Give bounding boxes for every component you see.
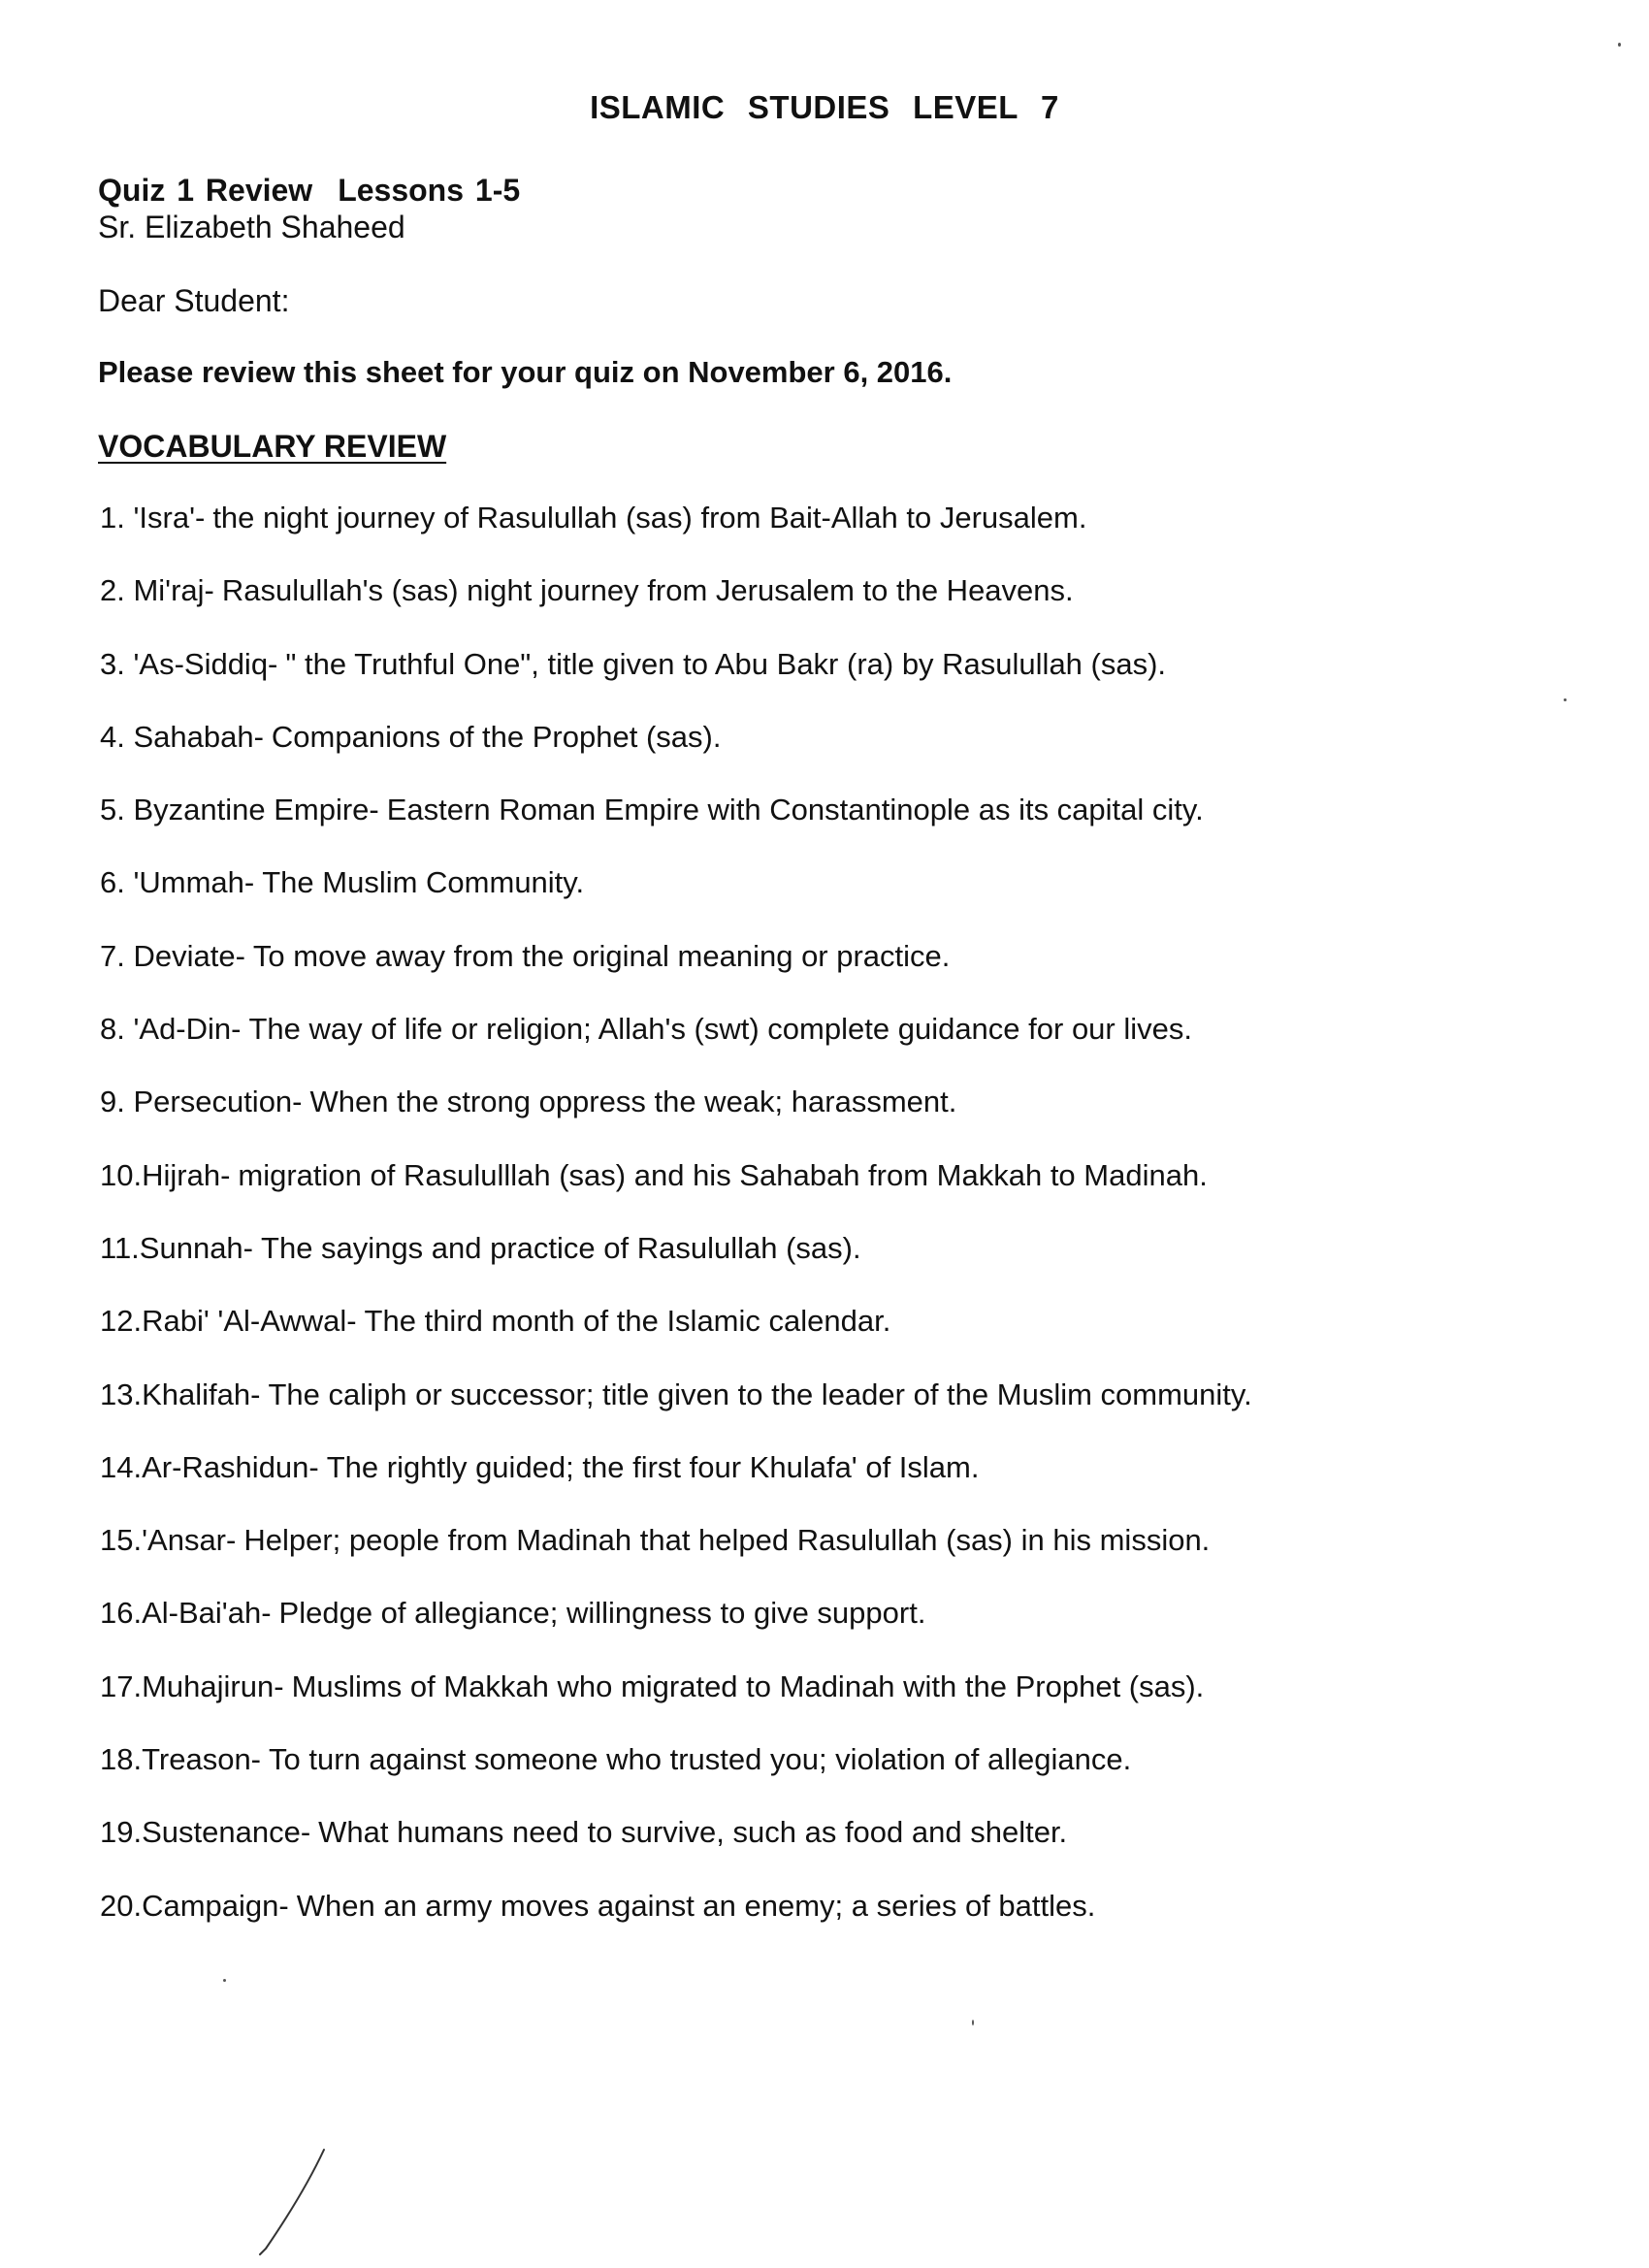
vocabulary-term: Hijrah- (142, 1157, 231, 1192)
greeting: Dear Student: (98, 283, 290, 318)
vocabulary-definition: Muslims of Makkah who migrated to Madinah with the Prophet (sas). (291, 1669, 1205, 1703)
item-number: 4. (100, 719, 134, 754)
vocabulary-item (100, 1450, 1252, 1523)
vocabulary-term: Mi'raj- (133, 573, 214, 608)
vocabulary-item (100, 720, 1252, 793)
vocabulary-definition: The caliph or successor; title given to the leader of the Muslim community. (268, 1377, 1252, 1411)
item-number: 8. (100, 1012, 134, 1047)
item-number: 12. (100, 1304, 143, 1339)
vocabulary-definition: " the Truthful One", title given to Abu Bakr (ra) by Rasulullah (sas). (285, 646, 1167, 681)
vocabulary-item (100, 1669, 1252, 1742)
vocabulary-term: Sunnah- (139, 1230, 254, 1265)
scan-speck (1564, 698, 1567, 701)
vocabulary-definition: Pledge of allegiance; willingness to give support. (278, 1596, 926, 1631)
item-number: 7. (100, 938, 134, 973)
vocabulary-item (100, 1815, 1252, 1888)
item-number: 19. (100, 1815, 143, 1850)
item-number: 13. (100, 1377, 143, 1411)
item-number: 6. (100, 865, 134, 900)
vocabulary-term: Sustenance- (142, 1815, 311, 1850)
vocabulary-item (100, 647, 1252, 720)
vocabulary-item (100, 1304, 1252, 1377)
item-number: 18. (100, 1742, 143, 1777)
vocabulary-definition: Eastern Roman Empire with Constantinople as its capital city. (386, 793, 1204, 827)
vocabulary-definition: migration of Rasululllah (sas) and his Sahabah from Makkah to Madinah. (238, 1157, 1208, 1192)
vocabulary-item (100, 1523, 1252, 1596)
item-number: 10. (100, 1157, 143, 1192)
vocabulary-item (100, 1377, 1252, 1450)
vocabulary-definition: The way of life or religion; Allah's (swt) complete guidance for our lives. (248, 1012, 1192, 1047)
pen-stroke-mark (254, 2142, 332, 2258)
vocabulary-term: Ar-Rashidun- (142, 1449, 319, 1484)
vocabulary-item (100, 1158, 1252, 1231)
vocabulary-term: Rabi' 'Al-Awwal- (142, 1304, 357, 1339)
vocabulary-term: Sahabah- (133, 719, 264, 754)
vocabulary-definition: the night journey of Rasulullah (sas) from Bait-Allah to Jerusalem. (212, 501, 1087, 535)
vocabulary-definition: The rightly guided; the first four Khulafa' of Islam. (326, 1449, 980, 1484)
vocabulary-definition: The Muslim Community. (262, 865, 585, 900)
vocabulary-item (100, 1231, 1252, 1304)
item-number: 16. (100, 1596, 143, 1631)
item-number: 15. (100, 1523, 143, 1558)
vocabulary-term: Al-Bai'ah- (142, 1596, 272, 1631)
lessons-label: Lessons 1-5 (338, 173, 521, 208)
item-number: 14. (100, 1449, 143, 1484)
vocabulary-term: Persecution- (133, 1085, 303, 1119)
item-number: 20. (100, 1888, 143, 1923)
item-number: 17. (100, 1669, 143, 1703)
instruction-text: Please review this sheet for your quiz on November 6, 2016. (98, 355, 953, 389)
vocabulary-term: Khalifah- (142, 1377, 261, 1411)
vocabulary-definition: The sayings and practice of Rasulullah (sas). (261, 1230, 861, 1265)
vocabulary-definition: The third month of the Islamic calendar. (364, 1304, 891, 1339)
vocabulary-term: Campaign- (142, 1888, 289, 1923)
scan-speck (972, 2020, 974, 2025)
vocabulary-term: 'Isra'- (133, 501, 206, 535)
vocabulary-definition: Helper; people from Madinah that helped Rasulullah (sas) in his mission. (243, 1523, 1211, 1558)
scan-speck (1618, 43, 1621, 47)
vocabulary-list (100, 501, 1252, 1961)
vocabulary-item (100, 573, 1252, 646)
vocabulary-term: 'As-Siddiq- (133, 646, 278, 681)
vocabulary-item (100, 865, 1252, 938)
item-number: 11. (100, 1230, 140, 1265)
vocabulary-definition: To turn against someone who trusted you; violation of allegiance. (269, 1742, 1132, 1777)
vocabulary-item (100, 1012, 1252, 1085)
vocabulary-definition: Rasulullah's (sas) night journey from Jerusalem to the Heavens. (221, 573, 1074, 608)
vocabulary-term: Deviate- (133, 938, 245, 973)
page-title: ISLAMIC STUDIES LEVEL 7 (590, 89, 1059, 125)
vocabulary-item (100, 1596, 1252, 1669)
vocabulary-term: Treason- (142, 1742, 262, 1777)
scan-speck (223, 1979, 226, 1982)
vocabulary-item (100, 501, 1252, 573)
vocabulary-term: 'Ummah- (133, 865, 255, 900)
vocabulary-term: 'Ansar- (142, 1523, 237, 1558)
vocabulary-definition: To move away from the original meaning or practice. (252, 938, 951, 973)
item-number: 2. (100, 573, 134, 608)
item-number: 1. (100, 501, 134, 535)
section-heading: VOCABULARY REVIEW (98, 429, 447, 464)
vocabulary-term: 'Ad-Din- (133, 1012, 242, 1047)
vocabulary-definition: Companions of the Prophet (sas). (271, 719, 722, 754)
vocabulary-term: Byzantine Empire- (133, 793, 379, 827)
item-number: 3. (100, 646, 134, 681)
quiz-heading (98, 173, 520, 209)
vocabulary-definition: When the strong oppress the weak; harassment. (309, 1085, 957, 1119)
vocabulary-term: Muhajirun- (142, 1669, 284, 1703)
vocabulary-item (100, 939, 1252, 1012)
vocabulary-definition: What humans need to survive, such as food and shelter. (318, 1815, 1068, 1850)
item-number: 9. (100, 1085, 134, 1119)
vocabulary-item (100, 1889, 1252, 1961)
item-number: 5. (100, 793, 134, 827)
quiz-label: Quiz 1 Review (98, 173, 313, 208)
vocabulary-item (100, 1085, 1252, 1157)
vocabulary-item (100, 793, 1252, 865)
vocabulary-definition: When an army moves against an enemy; a series of battles. (296, 1888, 1096, 1923)
vocabulary-item (100, 1742, 1252, 1815)
teacher-name: Sr. Elizabeth Shaheed (98, 210, 405, 244)
